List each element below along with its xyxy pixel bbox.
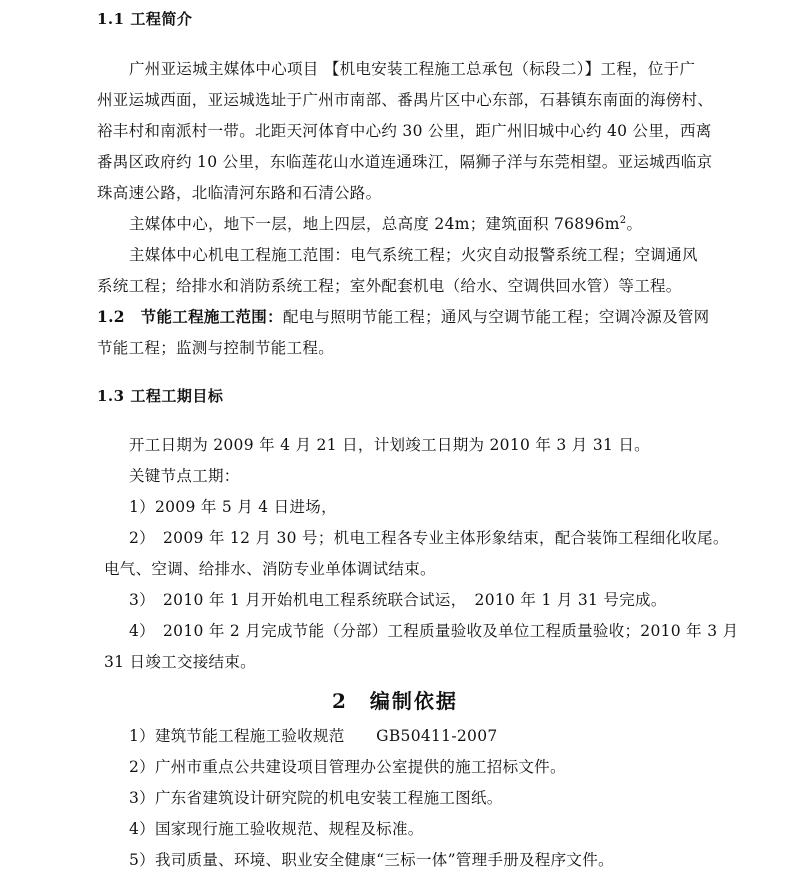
intro-paragraph-line: 州亚运城西面，亚运城选址于广州市南部、番禺片区中心东部，石碁镇东南面的海傍村、 (97, 91, 714, 109)
intro-paragraph-line: 珠高速公路，北临清河东路和石清公路。 (97, 184, 382, 202)
schedule-line: 31 日竣工交接结束。 (104, 653, 256, 671)
section-heading-1-2: 1.2 节能工程施工范围： (97, 307, 283, 326)
reference-list-item: 3）广东省建筑设计研究院的机电安装工程施工图纸。 (129, 789, 503, 807)
scope-paragraph-line: 主媒体中心机电工程施工范围：电气系统工程；火灾自动报警系统工程；空调通风 (129, 246, 698, 264)
schedule-line: 2） 2009 年 12 月 30 号；机电工程各专业主体形象结束，配合装饰工程细化收尾。 (129, 529, 729, 547)
reference-list-item: 5）我司质量、环境、职业安全健康“三标一体”管理手册及程序文件。 (129, 851, 614, 869)
building-summary-text: 主媒体中心，地下一层，地上四层，总高度 24m；建筑面积 76896m (129, 215, 620, 233)
section-1-2-text: 配电与照明节能工程；通风与空调节能工程；空调冷源及管网 (282, 308, 710, 326)
intro-paragraph-line: 番禺区政府约 10 公里，东临莲花山水道连通珠江，隔狮子洋与东莞相望。亚运城西临京 (97, 153, 713, 171)
reference-list-item: 1）建筑节能工程施工验收规范 GB50411-2007 (129, 727, 498, 745)
intro-paragraph-line: 裕丰村和南派村一带。北距天河体育中心约 30 公里，距广州旧城中心约 40 公里，西离 (97, 122, 712, 140)
schedule-line: 4） 2010 年 2 月完成节能（分部）工程质量验收及单位工程质量验收；2010 年 3 月 (129, 622, 739, 640)
intro-paragraph-line: 广州亚运城主媒体中心项目 【机电安装工程施工总承包（标段二）】工程，位于广 (129, 60, 696, 78)
area-unit-superscript: 2 (619, 214, 627, 226)
reference-list-item: 2）广州市重点公共建设项目管理办公室提供的施工招标文件。 (129, 758, 566, 776)
schedule-line: 1）2009 年 5 月 4 日进场， (129, 498, 337, 516)
building-summary-line (129, 214, 642, 234)
schedule-line: 关键节点工期： (129, 467, 240, 485)
chapter-title: 2 编制依据 (332, 689, 458, 713)
schedule-line: 3） 2010 年 1 月开始机电工程系统联合试运， 2010 年 1 月 31 号完成。 (129, 591, 667, 609)
reference-list-item: 4）国家现行施工验收规范、规程及标准。 (129, 820, 424, 838)
section-1-2-line (97, 307, 709, 327)
building-summary-end: 。 (626, 215, 643, 233)
section-1-2-text-line: 节能工程；监测与控制节能工程。 (97, 339, 335, 357)
section-heading-1-3: 1.3 工程工期目标 (97, 387, 224, 405)
scope-paragraph-line: 系统工程；给排水和消防系统工程；室外配套机电（给水、空调供回水管）等工程。 (97, 277, 682, 295)
schedule-line: 开工日期为 2009 年 4 月 21 日，计划竣工日期为 2010 年 3 月 31 日。 (129, 436, 650, 454)
section-heading-1-1: 1.1 工程简介 (97, 10, 193, 28)
schedule-line: 电气、空调、给排水、消防专业单体调试结束。 (104, 560, 436, 578)
